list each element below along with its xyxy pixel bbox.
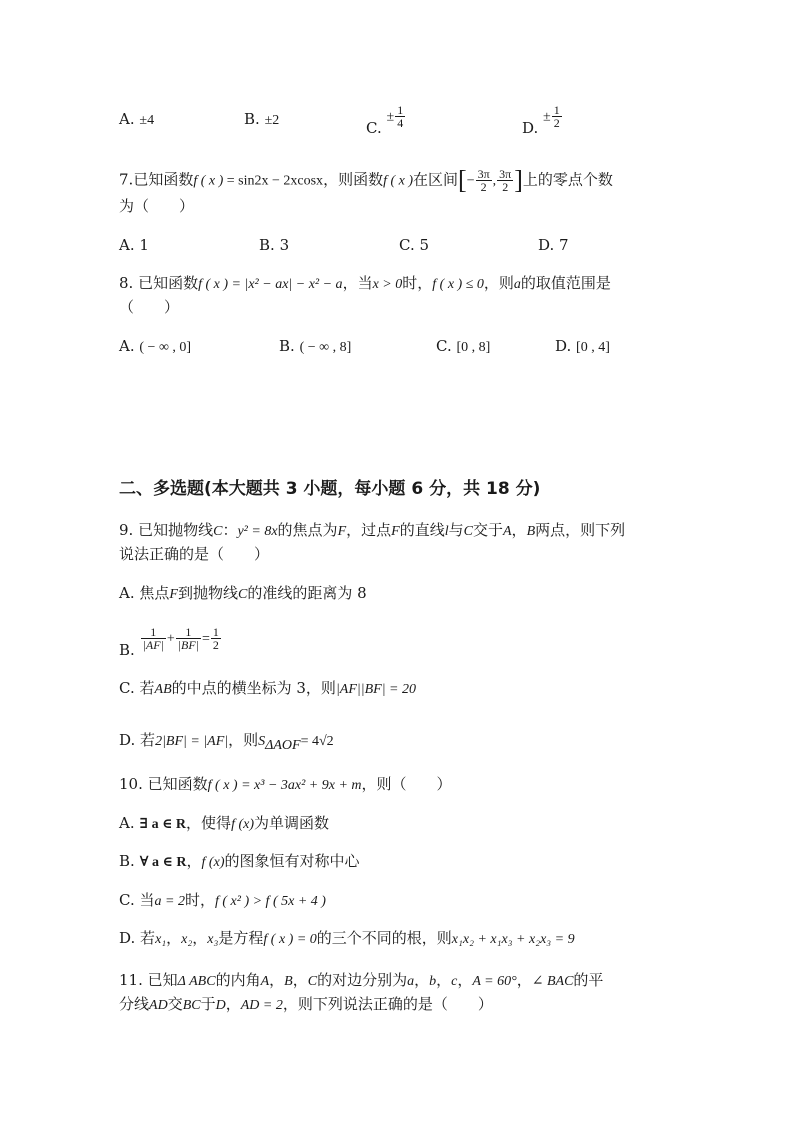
- math-var: S: [258, 734, 266, 749]
- q9-option-b: [119, 625, 222, 659]
- math-var: C: [213, 524, 223, 539]
- option-text: 到抛物线: [177, 584, 238, 602]
- q6-option-d: [522, 103, 563, 137]
- stem-text: 时，: [402, 274, 433, 292]
- option-text: 若: [140, 731, 156, 749]
- stem-text: 的取值范围是: [520, 274, 611, 292]
- option-value: ±2: [264, 113, 280, 128]
- math-var: A: [502, 524, 512, 539]
- option-value: 1: [139, 236, 149, 254]
- q11-stem-line2: [119, 994, 493, 1016]
- option-label: A.: [119, 236, 135, 254]
- math-var: B: [284, 974, 293, 989]
- denominator: 2: [480, 180, 487, 194]
- q7-stem-line2: [119, 196, 194, 216]
- option-text: ，: [192, 929, 208, 947]
- math-expr: f ( x² ) > f ( 5x + 4 ): [214, 894, 326, 909]
- option-text: 焦点: [139, 584, 170, 602]
- option-value: ( − ∞ , 8]: [299, 340, 352, 355]
- q8-stem-line1: [119, 273, 611, 295]
- math-var: a: [513, 277, 521, 292]
- option-text: 为单调函数: [254, 814, 330, 832]
- fraction: [211, 626, 221, 651]
- math-expr: ∀ a ∈ R: [139, 855, 187, 870]
- fraction: [395, 104, 405, 129]
- q7-stem-line1: 7.已知函数f ( x ) = sin2x − 2xcosx，则函数f ( x )在区间[− $\frac{3\pi}{2}$ , $\frac{3\pi}{2}$ ]上的零点个数: [119, 165, 613, 195]
- numerator: 1: [397, 103, 404, 117]
- stem-text: ，则: [483, 274, 514, 292]
- q8-option-b: [279, 336, 351, 358]
- math-expr: f (x): [231, 817, 254, 832]
- stem-text: 的对边分别为: [317, 971, 408, 989]
- option-value: ±4: [139, 113, 155, 128]
- math-expr: f ( x ): [383, 173, 414, 189]
- stem-text: 的平: [573, 971, 604, 989]
- math-var: AD: [149, 998, 168, 1013]
- option-label: B.: [279, 337, 295, 355]
- stem-text: ，: [436, 971, 452, 989]
- numerator: 1: [141, 626, 166, 639]
- denominator: 2: [502, 180, 509, 194]
- q7-option-a: [119, 235, 149, 255]
- option-label: A.: [119, 337, 135, 355]
- stem-text: 已知函数: [147, 775, 208, 793]
- math-expr: ∃ a ∈ R: [139, 817, 187, 832]
- stem-text: ，则（ ）: [361, 775, 452, 793]
- question-number: 9.: [119, 521, 134, 539]
- q8-option-d: [555, 336, 610, 358]
- question-number: 7.: [119, 170, 134, 189]
- option-value: 3: [279, 236, 290, 254]
- q7-option-c: [399, 235, 429, 255]
- math-var: b: [429, 974, 437, 989]
- option-label: C.: [436, 337, 452, 355]
- stem-text: ，: [225, 995, 241, 1013]
- stem-text: 已知: [147, 971, 178, 989]
- stem-text: 与: [448, 521, 464, 539]
- stem-text: 交于: [472, 521, 503, 539]
- option-label: A.: [119, 814, 135, 832]
- math-expr: f ( x ) = |x² − ax| − x² − a: [198, 277, 343, 292]
- fraction: [141, 626, 166, 651]
- stem-text: ，: [414, 971, 430, 989]
- fraction: [476, 168, 492, 193]
- math-var: A: [260, 974, 270, 989]
- math-expr: f (x): [201, 855, 225, 870]
- option-label: D.: [555, 337, 572, 355]
- option-text: 的中点的横坐标为 3，则: [171, 679, 336, 697]
- math-var: C: [307, 974, 318, 989]
- option-text: ，: [186, 852, 202, 870]
- q10-option-a: [119, 813, 329, 835]
- math-var: x₃: [207, 932, 219, 947]
- option-label: B.: [244, 110, 260, 128]
- option-text: 的准线的距离为 8: [247, 584, 367, 602]
- stem-text: 说法正确的是（ ）: [119, 545, 270, 563]
- stem-text: 两点，则下列: [535, 521, 626, 539]
- stem-text: ，过点: [346, 521, 392, 539]
- math-expr: f ( x ) = x³ − 3ax² + 9x + m: [207, 778, 362, 793]
- math-expr: = 4√2: [300, 734, 334, 749]
- option-text: 若: [139, 679, 155, 697]
- q7-option-d: [538, 235, 569, 255]
- option-label: B.: [119, 640, 135, 659]
- option-label: D.: [119, 731, 136, 749]
- question-number: 10.: [119, 775, 143, 793]
- option-text: ，使得: [186, 814, 232, 832]
- option-sign: ±: [386, 109, 395, 125]
- denominator: 2: [553, 116, 560, 130]
- stem-text: ，: [516, 971, 532, 989]
- stem-text: ，: [457, 971, 473, 989]
- math-var: D: [215, 998, 226, 1013]
- math-op: =: [202, 631, 210, 647]
- stem-text: ，: [269, 971, 285, 989]
- math-expr: y² = 8x: [237, 524, 278, 539]
- option-value: 5: [419, 236, 430, 254]
- stem-text: 分线: [119, 995, 150, 1013]
- math-var: x₂: [181, 932, 193, 947]
- option-text: 当: [139, 891, 155, 909]
- q10-option-c: [119, 890, 326, 912]
- math-sign: −: [466, 173, 475, 189]
- math-expr: a = 2: [154, 894, 185, 909]
- question-number: 11.: [119, 971, 143, 989]
- option-label: C.: [119, 679, 135, 697]
- q9-option-d: [119, 730, 334, 756]
- option-label: A.: [119, 584, 135, 602]
- stem-text: 的直线: [399, 521, 445, 539]
- option-label: B.: [259, 236, 275, 254]
- math-var: c: [451, 974, 458, 989]
- math-expr: 2|BF| = |AF|: [155, 734, 229, 749]
- math-expr: A = 60°: [472, 974, 517, 989]
- q8-option-a: [119, 336, 191, 358]
- fraction: [552, 104, 562, 129]
- math-var: l: [444, 524, 449, 539]
- stem-text: 的焦点为: [277, 521, 338, 539]
- math-expr: Δ ABC: [177, 974, 216, 989]
- option-text: 若: [140, 929, 156, 947]
- option-sign: ±: [543, 109, 551, 125]
- math-op: +: [166, 631, 175, 647]
- option-label: D.: [119, 929, 136, 947]
- math-var: BC: [182, 998, 201, 1013]
- math-expr: = sin2x − 2xcosx: [223, 173, 324, 189]
- q9-stem-line2: [119, 544, 269, 564]
- stem-text: 为（ ）: [119, 197, 195, 215]
- math-expr: ∠ BAC: [531, 974, 574, 989]
- math-var: x₁: [155, 932, 167, 947]
- q6-option-c: [366, 103, 406, 137]
- option-text: ，: [166, 929, 182, 947]
- q8-option-c: [436, 336, 490, 358]
- stem-text: ，: [511, 521, 527, 539]
- stem-text: 于: [200, 995, 216, 1013]
- numerator: 1: [176, 626, 201, 639]
- math-var: a: [407, 974, 415, 989]
- option-value: ( − ∞ , 0]: [139, 340, 192, 355]
- denominator: 4: [397, 116, 404, 130]
- q10-stem: [119, 774, 452, 796]
- fraction: [176, 626, 201, 651]
- interval-bracket: ]: [514, 165, 523, 195]
- math-subscript: ΔAOF: [265, 738, 301, 753]
- q10-option-d: [119, 928, 575, 950]
- stem-text: 交: [167, 995, 183, 1013]
- stem-text: 的内角: [215, 971, 261, 989]
- math-var: F: [391, 524, 400, 539]
- option-text: ，则: [228, 731, 259, 749]
- q7-option-b: [259, 235, 289, 255]
- stem-text: ，: [292, 971, 308, 989]
- math-var: B: [526, 524, 536, 539]
- math-expr: AD = 2: [240, 998, 283, 1013]
- stem-text: ：: [222, 521, 238, 539]
- option-value: 7: [559, 236, 569, 254]
- option-value: [0 , 4]: [576, 340, 610, 355]
- section-heading: 二、多选题(本大题共 3 小题，每小题 6 分，共 18 分): [119, 479, 541, 499]
- option-label: D.: [522, 118, 539, 137]
- numerator: 3π: [499, 167, 512, 181]
- math-expr: x₁x₂ + x₁x₃ + x₂x₃ = 9: [451, 932, 575, 947]
- stem-text: 在区间: [413, 170, 459, 189]
- q6-option-a: [119, 109, 154, 131]
- math-var: F: [337, 524, 347, 539]
- interval-bracket: [: [458, 165, 467, 195]
- q9-stem-line1: [119, 520, 625, 542]
- option-text: 是方程: [218, 929, 264, 947]
- stem-text: 已知函数: [133, 170, 194, 189]
- stem-text: ，当: [342, 274, 373, 292]
- option-label: A.: [119, 110, 135, 128]
- fraction: [497, 168, 513, 193]
- q9-option-c: [119, 678, 416, 700]
- q10-option-b: [119, 851, 360, 873]
- numerator: 1: [212, 625, 219, 639]
- option-label: C.: [366, 118, 382, 137]
- math-expr: f ( x ): [193, 173, 224, 189]
- option-text: 的图象恒有对称中心: [224, 852, 360, 870]
- math-expr: x > 0: [372, 277, 403, 292]
- math-var: AB: [154, 682, 172, 697]
- question-number: 8.: [119, 274, 134, 292]
- stem-text: ，则下列说法正确的是（ ）: [282, 995, 493, 1013]
- option-label: C.: [119, 891, 135, 909]
- option-value: [0 , 8]: [456, 340, 491, 355]
- math-var: C: [463, 524, 473, 539]
- math-expr: |AF||BF| = 20: [335, 682, 417, 697]
- math-var: C: [237, 587, 248, 602]
- stem-text: （ ）: [119, 298, 180, 316]
- denominator: |AF|: [142, 638, 164, 652]
- denominator: |BF|: [177, 638, 200, 652]
- q11-stem-line1: [119, 970, 603, 992]
- numerator: 1: [553, 103, 560, 117]
- math-expr: f ( x ) = 0: [263, 932, 317, 947]
- stem-text: ，则函数: [323, 170, 384, 189]
- stem-text: 上的零点个数: [522, 170, 613, 189]
- q8-stem-line2: [119, 297, 179, 317]
- option-label: B.: [119, 852, 135, 870]
- option-text: 时，: [184, 891, 215, 909]
- q6-option-b: [244, 109, 279, 131]
- stem-text: 已知函数: [138, 274, 199, 292]
- q9-option-a: [119, 583, 367, 605]
- option-label: D.: [538, 236, 555, 254]
- stem-text: 已知抛物线: [138, 521, 214, 539]
- math-expr: f ( x ) ≤ 0: [432, 277, 484, 292]
- option-label: C.: [399, 236, 415, 254]
- math-var: F: [169, 587, 178, 602]
- option-text: 的三个不同的根，则: [316, 929, 452, 947]
- denominator: 2: [212, 638, 219, 652]
- numerator: 3π: [477, 167, 490, 181]
